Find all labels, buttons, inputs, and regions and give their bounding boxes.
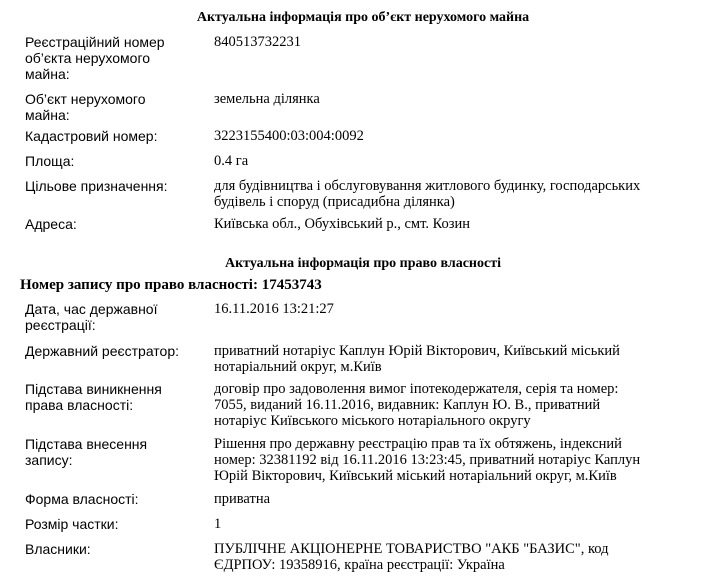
field-value: Рішення про державну реєстрацію прав та їх обтяжень, індексний номер: 32381192 від 16.11.2016 13:23:45, приватний нотаріус Каплун Юрій Вікторович, Київський міський нотаріальний округ, м.Київ	[214, 436, 641, 484]
field-label: Цільове призначення:	[25, 178, 168, 194]
field-value: ПУБЛІЧНЕ АКЦІОНЕРНЕ ТОВАРИСТВО "АКБ "БАЗИС", код ЄДРПОУ: 19358916, країна реєстрації: Україна	[214, 541, 609, 573]
object-info-heading: Актуальна інформація про об’єкт нерухомого майна	[196, 10, 530, 25]
field-label: Форма власності:	[25, 491, 139, 507]
field-label: Дата, час державної реєстрації:	[25, 301, 158, 333]
field-label: Реєстраційний номер об’єкта нерухомого майна:	[25, 34, 165, 82]
field-label: Підстава виникнення права власності:	[25, 381, 162, 413]
field-label: Площа:	[25, 153, 75, 169]
ownership-record-number: Номер запису про право власності: 17453743	[20, 277, 322, 293]
field-label: Розмір частки:	[25, 516, 119, 532]
field-label: Об’єкт нерухомого майна:	[25, 91, 146, 123]
field-label: Адреса:	[25, 216, 77, 232]
field-label: Власники:	[25, 541, 91, 557]
field-value: 3223155400:03:004:0092	[214, 128, 364, 144]
field-value: 840513732231	[214, 34, 301, 50]
field-label: Підстава внесення запису:	[25, 436, 148, 468]
field-value: земельна ділянка	[214, 91, 320, 107]
ownership-info-heading: Актуальна інформація про право власності	[225, 256, 501, 271]
field-label: Державний реєстратор:	[25, 343, 180, 359]
field-value: договір про задоволення вимог іпотекодержателя, серія та номер: 7055, виданий 16.11.2016, видавник: Каплун Ю. В., приватний нотаріус Київського міського нотаріального округу	[214, 381, 619, 429]
field-value: Київська обл., Обухівський р., смт. Козин	[214, 216, 471, 232]
field-value: 0.4 га	[214, 153, 249, 169]
field-value: 1	[214, 516, 222, 532]
field-value: приватний нотаріус Каплун Юрій Вікторович, Київський міський нотаріальний округ, м.Київ	[214, 343, 620, 375]
field-label: Кадастровий номер:	[25, 128, 158, 144]
field-value: приватна	[214, 491, 271, 507]
field-value: для будівництва і обслуговування житлового будинку, господарських будівель і споруд (присадибна ділянка)	[214, 178, 641, 210]
field-value: 16.11.2016 13:21:27	[214, 301, 334, 317]
